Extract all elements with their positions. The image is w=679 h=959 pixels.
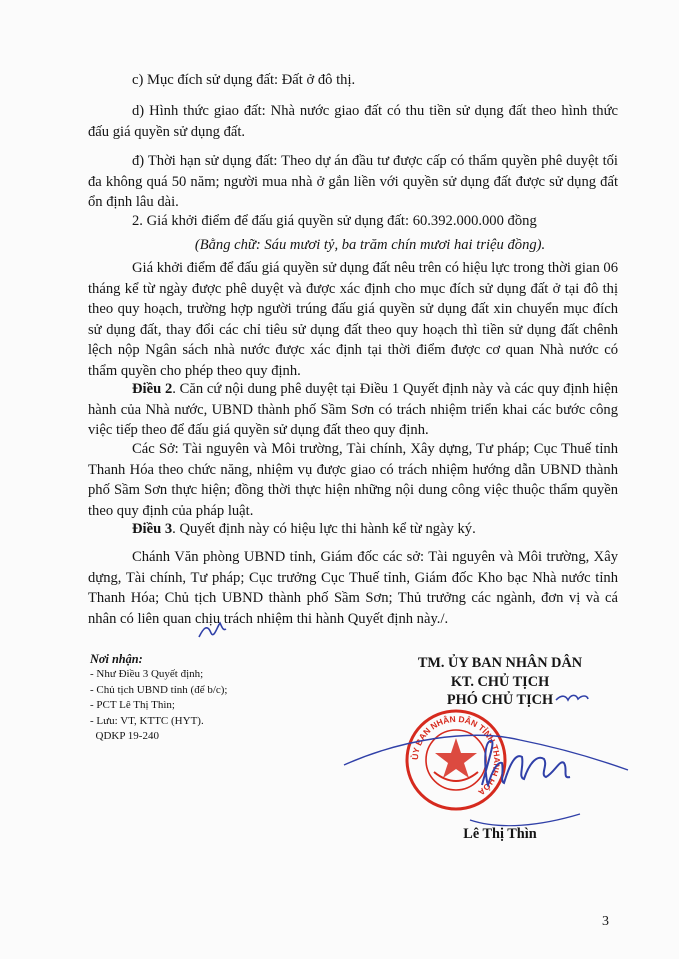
item-2-price: 2. Giá khởi điểm để đấu giá quyền sử dụng đất: 60.392.000.000 đồng — [132, 213, 537, 229]
signature-line-3: PHÓ CHỦ TỊCH — [446, 692, 554, 709]
article-3 — [88, 519, 618, 540]
recipient-item: - PCT Lê Thị Thìn; — [90, 699, 175, 712]
recipients-block — [90, 652, 340, 744]
official-seal-icon — [404, 708, 508, 812]
item-d: d) Hình thức giao đất: Nhà nước giao đất có thu tiền sử dụng đất theo hình thức đấu giá quyền sử dụng đất. — [88, 103, 618, 140]
paragraph-execution: Chánh Văn phòng UBND tỉnh, Giám đốc các sở: Tài nguyên và Môi trường, Xây dựng, Tài chính, Tư pháp; Cục trưởng Cục Thuế tỉnh, Giám đốc Kho bạc Nhà nước tỉnh Thanh Hóa; Chủ tịch UBND thành phố Sầm Sơn; Thủ trưởng các ngành, đơn vị và cá nhân có liên quan chịu trách nhiệm thi hành Quyết định này./. — [88, 549, 618, 627]
signature-line-2: KT. CHỦ TỊCH — [450, 673, 550, 690]
item-dd: đ) Thời hạn sử dụng đất: Theo dự án đầu tư được cấp có thẩm quyền phê duyệt tối đa không quá 50 năm; người mua nhà ở gắn liền với quyền sử dụng đất được sử dụng đất ổn định lâu dài. — [88, 153, 618, 211]
recipients-title: Nơi nhận: — [90, 652, 143, 666]
recipient-item: QDKP 19-240 — [90, 730, 159, 743]
article-2-label: Điều 2 — [132, 381, 173, 397]
signature-icon — [470, 814, 580, 826]
item-c: c) Mục đích sử dụng đất: Đất ở đô thị. — [132, 72, 356, 88]
article-3-text: . Quyết định này có hiệu lực thi hành kể từ ngày ký. — [172, 521, 476, 537]
paragraph-validity: Giá khởi điểm để đấu giá quyền sử dụng đất nêu trên có hiệu lực trong thời gian 06 tháng kể từ ngày được phê duyệt và được xác định cho mục đích sử dụng đất ở tại đô thị theo quy hoạch, trường hợp người trúng đấu giá quyền sử dụng đất xin chuyển mục đích sử dụng đất, thay đổi các chỉ tiêu sử dụng đất theo quy hoạch thì tiền sử dụng đất chênh lệch nộp Ngân sách nhà nước được xác định tại thời điểm được cơ quan Nhà nước có thẩm quyền cho phép theo quy định. — [88, 260, 618, 379]
article-3-label: Điều 3 — [132, 521, 173, 537]
recipient-item: - Chủ tịch UBND tỉnh (để b/c); — [90, 683, 228, 696]
seal-text: ỦY BAN NHÂN DÂN TỈNH THANH HÓA — [409, 713, 503, 798]
signer-name: Lê Thị Thìn — [463, 826, 537, 842]
paragraph-departments: Các Sở: Tài nguyên và Môi trường, Tài chính, Xây dựng, Tư pháp; Cục Thuế tỉnh Thanh Hóa theo chức năng, nhiệm vụ được giao có trách nhiệm hướng dẫn UBND thành phố Sầm Sơn thực hiện; đồng thời thực hiện những nội dung công việc thuộc thẩm quyền theo quy định của pháp luật. — [88, 441, 618, 519]
recipient-item: - Lưu: VT, KTTC (HYT). — [90, 714, 204, 727]
article-2-text: . Căn cứ nội dung phê duyệt tại Điều 1 Quyết định này và các quy định hiện hành của Nhà nước, UBND thành phố Sầm Sơn có trách nhiệm triển khai các bước công việc tiếp theo để đấu giá quyền sử dụng đất theo quy định. — [88, 381, 619, 439]
recipient-item: - Như Điều 3 Quyết định; — [90, 668, 204, 681]
signature-line-1: TM. ỦY BAN NHÂN DÂN — [417, 655, 583, 671]
signature-block — [380, 654, 620, 710]
article-2 — [88, 379, 618, 441]
page-number: 3 — [602, 914, 609, 929]
item-2-in-words: (Bằng chữ: Sáu mươi tỷ, ba trăm chín mươi hai triệu đồng). — [194, 237, 546, 253]
